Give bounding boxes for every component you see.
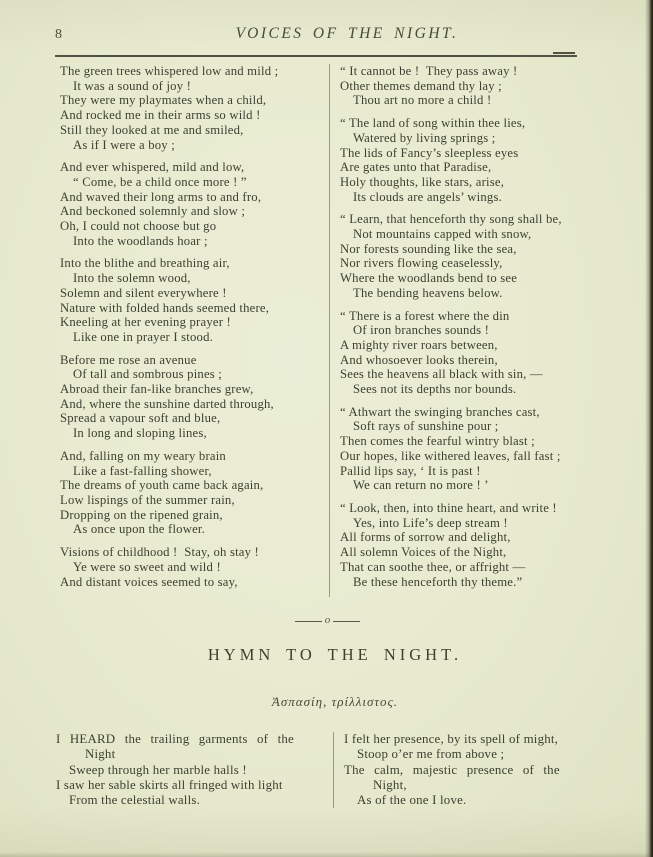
poem-column-left bbox=[60, 64, 330, 597]
stanza bbox=[340, 501, 600, 589]
stanza bbox=[344, 732, 612, 808]
verse-line: The green trees whispered low and mild ; bbox=[60, 64, 279, 78]
verse-line: Visions of childhood ! Stay, oh stay ! bbox=[60, 545, 259, 560]
verse-line: I HEARD the trailing garments of the bbox=[56, 732, 294, 746]
verse-line: “ Look, then, into thine heart, and write ! bbox=[340, 500, 557, 515]
stanza bbox=[60, 256, 323, 344]
verse-line: Nor forests sounding like the sea, bbox=[340, 241, 517, 256]
verse-line: The lids of Fancy’s sleepless eyes bbox=[340, 145, 519, 160]
verse-line: Of tall and sombrous pines ; bbox=[73, 367, 223, 382]
verse-line: From the celestial walls. bbox=[69, 793, 201, 808]
stanza bbox=[60, 160, 323, 248]
stanza bbox=[340, 64, 600, 108]
verse-line: As once upon the flower. bbox=[73, 522, 205, 537]
verse-line: Like a fast-falling shower, bbox=[73, 463, 212, 478]
verse-line: Into the woodlands hoar ; bbox=[73, 233, 208, 248]
hymn-column-left bbox=[56, 732, 334, 808]
verse-line: Abroad their fan-like branches grew, bbox=[60, 382, 254, 397]
hymn-column-right bbox=[334, 732, 612, 808]
verse-line: Pallid lips say, ‘ It is past ! bbox=[340, 463, 481, 478]
hymn-title: HYMN TO THE NIGHT. bbox=[207, 645, 463, 664]
poem-column-right bbox=[330, 64, 600, 597]
verse-line: Low lispings of the summer rain, bbox=[60, 492, 235, 507]
verse-line: Sees not its depths nor bounds. bbox=[353, 382, 517, 397]
verse-line: Sees the heavens all black with sin, — bbox=[340, 367, 543, 382]
stanza bbox=[60, 545, 323, 589]
stanza bbox=[340, 405, 600, 493]
verse-line: Of iron branches sounds ! bbox=[353, 323, 490, 338]
verse-line: Nature with folded hands seemed there, bbox=[60, 300, 270, 315]
divider-glyph: o bbox=[324, 614, 331, 626]
verse-line: Ye were so sweet and wild ! bbox=[73, 559, 221, 574]
verse-line: Stoop o’er me from above ; bbox=[357, 747, 505, 762]
verse-line: Oh, I could not choose but go bbox=[60, 219, 217, 234]
verse-line: I felt her presence, by its spell of might, bbox=[344, 732, 559, 746]
poem-columns bbox=[60, 64, 600, 597]
verse-line: The dreams of youth came back again, bbox=[60, 478, 264, 493]
verse-line: Not mountains capped with snow, bbox=[353, 227, 532, 242]
verse-line: And, where the sunshine darted through, bbox=[60, 396, 274, 411]
verse-line: Thou art no more a child ! bbox=[353, 93, 492, 108]
verse-line: Other themes demand thy lay ; bbox=[340, 78, 502, 93]
header-rule bbox=[55, 55, 577, 57]
hymn-epigraph: Ἀσπασίη, τρίλλιστος. bbox=[271, 694, 399, 709]
verse-line: And rocked me in their arms so wild ! bbox=[60, 108, 261, 123]
verse-line: All solemn Voices of the Night, bbox=[340, 545, 507, 560]
verse-line: Our hopes, like withered leaves, fall fast ; bbox=[340, 448, 561, 463]
running-title: VOICES OF THE NIGHT. bbox=[235, 25, 459, 42]
verse-line: Kneeling at her evening prayer ! bbox=[60, 315, 231, 330]
page-bottom-shadow bbox=[0, 852, 653, 857]
page-number: 8 bbox=[55, 27, 62, 42]
verse-line: Night bbox=[85, 747, 116, 762]
verse-line: Spread a vapour soft and blue, bbox=[60, 411, 221, 426]
verse-line: I saw her sable skirts all fringed with light bbox=[56, 777, 283, 792]
verse-line: And, falling on my weary brain bbox=[60, 448, 226, 463]
verse-line: And distant voices seemed to say, bbox=[60, 574, 238, 589]
verse-line: “ Athwart the swinging branches cast, bbox=[340, 404, 540, 419]
verse-line: As if I were a boy ; bbox=[73, 137, 175, 152]
verse-line: The bending heavens below. bbox=[353, 285, 503, 300]
stanza bbox=[340, 212, 600, 300]
divider-line-left bbox=[295, 621, 322, 622]
verse-line: “ Learn, that henceforth thy song shall be, bbox=[340, 212, 562, 227]
verse-line: Into the solemn wood, bbox=[73, 271, 191, 286]
verse-line: Its clouds are angels’ wings. bbox=[353, 189, 502, 204]
stanza bbox=[60, 64, 323, 152]
verse-line: Watered by living springs ; bbox=[353, 130, 496, 145]
verse-line: It was a sound of joy ! bbox=[73, 78, 192, 93]
verse-line: They were my playmates when a child, bbox=[60, 93, 267, 108]
verse-line: Before me rose an avenue bbox=[60, 352, 197, 367]
verse-line: “ Come, be a child once more ! ” bbox=[73, 174, 247, 189]
verse-line: And waved their long arms to and fro, bbox=[60, 189, 262, 204]
page-header bbox=[55, 25, 639, 45]
stanza bbox=[60, 449, 323, 537]
verse-line: The calm, majestic presence of the bbox=[344, 762, 560, 777]
verse-line: In long and sloping lines, bbox=[73, 426, 207, 441]
verse-line: And beckoned solemnly and slow ; bbox=[60, 204, 246, 219]
verse-line: Into the blithe and breathing air, bbox=[60, 256, 230, 271]
verse-line: Solemn and silent everywhere ! bbox=[60, 285, 227, 300]
verse-line: “ It cannot be ! They pass away ! bbox=[340, 64, 518, 78]
verse-line: “ There is a forest where the din bbox=[340, 308, 510, 323]
verse-line: Nor rivers flowing ceaselessly, bbox=[340, 256, 503, 271]
verse-line: Where the woodlands bend to see bbox=[340, 271, 518, 286]
page-edge-shadow bbox=[645, 0, 653, 857]
verse-line: Yes, into Life’s deep stream ! bbox=[353, 515, 508, 530]
divider-line-right bbox=[333, 621, 360, 622]
verse-line: Soft rays of sunshine pour ; bbox=[353, 419, 499, 434]
verse-line: Are gates unto that Paradise, bbox=[340, 160, 492, 175]
verse-line: That can soothe thee, or affright — bbox=[340, 559, 526, 574]
verse-line: Be these henceforth thy theme.” bbox=[353, 574, 523, 589]
verse-line: All forms of sorrow and delight, bbox=[340, 530, 511, 545]
verse-line: “ The land of song within thee lies, bbox=[340, 116, 526, 131]
verse-line: Sweep through her marble halls ! bbox=[69, 762, 247, 777]
verse-line: As of the one I love. bbox=[357, 793, 467, 808]
verse-line: Then comes the fearful wintry blast ; bbox=[340, 434, 535, 449]
verse-line: We can return no more ! ’ bbox=[353, 478, 489, 493]
stanza bbox=[56, 732, 328, 808]
stanza bbox=[340, 309, 600, 397]
stanza bbox=[60, 353, 323, 441]
stanza bbox=[340, 116, 600, 204]
verse-line: Dropping on the ripened grain, bbox=[60, 507, 223, 522]
section-divider bbox=[55, 614, 600, 628]
verse-line: And whosoever looks therein, bbox=[340, 352, 498, 367]
verse-line: Like one in prayer I stood. bbox=[73, 329, 213, 344]
verse-line: Holy thoughts, like stars, arise, bbox=[340, 174, 505, 189]
verse-line: Night, bbox=[373, 777, 407, 792]
verse-line: A mighty river roars between, bbox=[340, 337, 498, 352]
verse-line: Still they looked at me and smiled, bbox=[60, 122, 244, 137]
verse-line: And ever whispered, mild and low, bbox=[60, 160, 245, 175]
hymn-columns bbox=[56, 732, 612, 808]
